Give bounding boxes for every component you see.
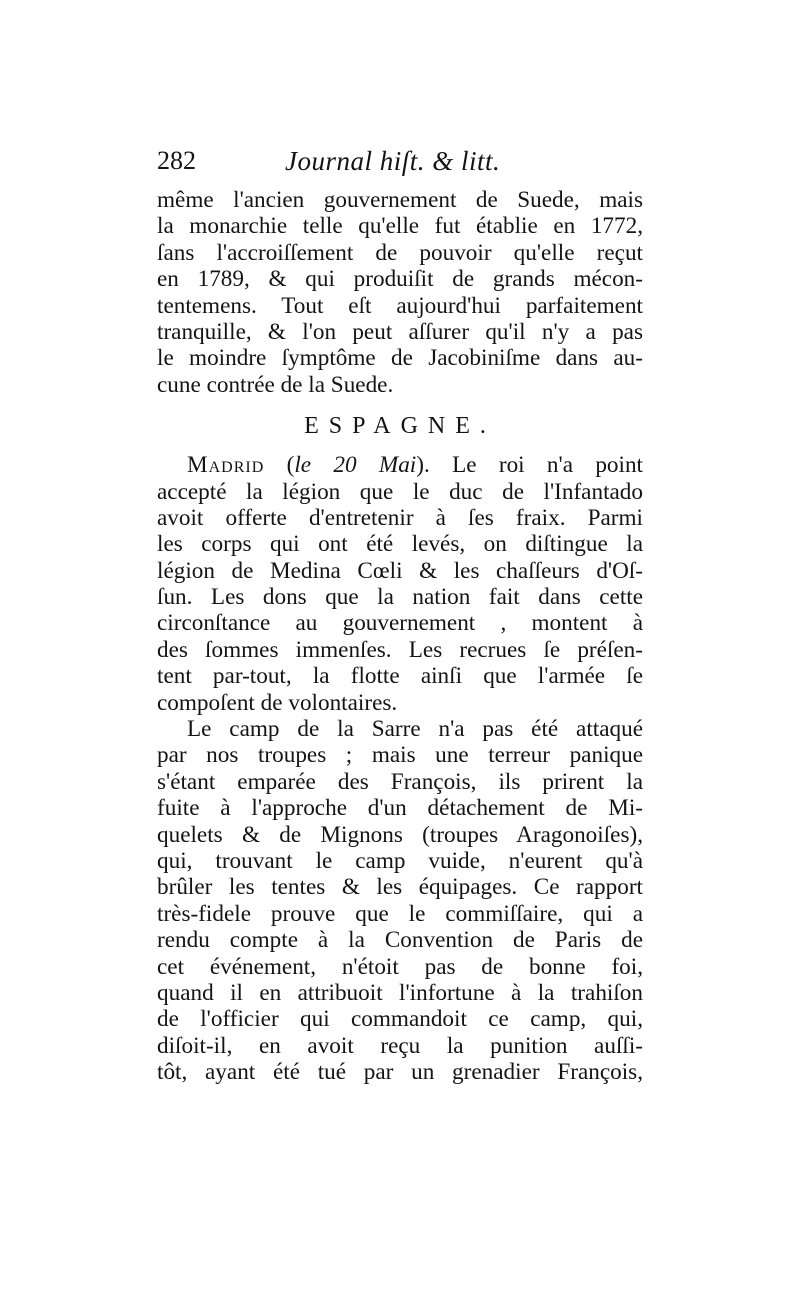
text-line: très-fidele prouve que le commiſſaire, qui a — [157, 900, 643, 927]
paragraph-sweden — [157, 187, 643, 398]
running-head: Journal hiſt. & litt. — [285, 146, 501, 176]
text-line: la monarchie telle qu'elle fut établie en 1772, — [157, 213, 643, 240]
text-line: compoſent de volontaires. — [157, 689, 398, 716]
text-line: quand il en attribuoit l'infortune à la trahiſon — [157, 979, 643, 1006]
text-line: légion de Medina Cœli & les chaſſeurs d'Oſ- — [157, 557, 643, 584]
text-line: fuite à l'approche d'un détachement de Mi- — [157, 795, 643, 822]
dateline-close: ). — [416, 452, 453, 479]
dateline-date: le 20 Mai — [294, 452, 417, 479]
section-heading: ESPAGNE. — [304, 413, 496, 440]
text-line: en 1789, & qui produiſit de grands mécon- — [157, 266, 643, 293]
text-line: diſoit-il, en avoit reçu la punition auſſi- — [157, 1032, 643, 1059]
text-line: ſans l'accroiſſement de pouvoir qu'elle reçut — [157, 239, 643, 266]
text-line: s'étant emparée des François, ils prirent la — [157, 768, 643, 795]
text-line: circonſtance au gouvernement , montent à — [157, 610, 643, 637]
body-text — [157, 187, 643, 1086]
text-line: Le camp de la Sarre n'a pas été attaqué — [187, 716, 643, 743]
text-line: qui, trouvant le camp vuide, n'eurent qu'à — [157, 847, 643, 874]
dateline-line — [157, 452, 643, 478]
text-line: des ſommes immenſes. Les recrues ſe préſen- — [157, 636, 643, 663]
text-line: même l'ancien gouvernement de Suede, mais — [157, 187, 643, 213]
text-line: le moindre ſymptôme de Jacobiniſme dans au- — [157, 345, 643, 372]
text-line: avoit offerte d'entretenir à ſes fraix. Parmi — [157, 504, 643, 531]
text-line: cune contrée de la Suede. — [157, 371, 394, 398]
text-line: cet événement, n'étoit pas de bonne foi, — [157, 953, 643, 980]
text-line: tentemens. Tout eſt aujourd'hui parfaitement — [157, 292, 643, 319]
dateline-open: ( — [264, 452, 295, 479]
text-line: quelets & de Mignons (troupes Aragonoiſes), — [157, 821, 643, 848]
text-line: les corps qui ont été levés, on diſtingue la — [157, 531, 643, 558]
text-line: tent par-tout, la flotte ainſi que l'armée ſe — [157, 663, 643, 690]
paragraph-sarre — [157, 716, 643, 1085]
text-line: accepté la légion que le duc de l'Infantado — [157, 478, 643, 505]
dateline-rest: Le roi n'a point — [452, 452, 643, 479]
text-line: tranquille, & l'on peut aſſurer qu'il n'y a pas — [157, 318, 643, 345]
text-line: rendu compte à la Convention de Paris de — [157, 927, 643, 954]
dateline-place: Madrid — [187, 452, 265, 479]
text-line: de l'officier qui commandoit ce camp, qui, — [157, 1006, 643, 1033]
text-line: ſun. Les dons que la nation fait dans cette — [157, 584, 643, 611]
page-number: 282 — [157, 146, 196, 175]
text-line: brûler les tentes & les équipages. Ce rapport — [157, 874, 643, 901]
text-line: tôt, ayant été tué par un grenadier François, — [157, 1059, 643, 1086]
paragraph-madrid — [157, 452, 643, 716]
text-line: par nos troupes ; mais une terreur panique — [157, 742, 643, 769]
page-header — [157, 146, 647, 186]
